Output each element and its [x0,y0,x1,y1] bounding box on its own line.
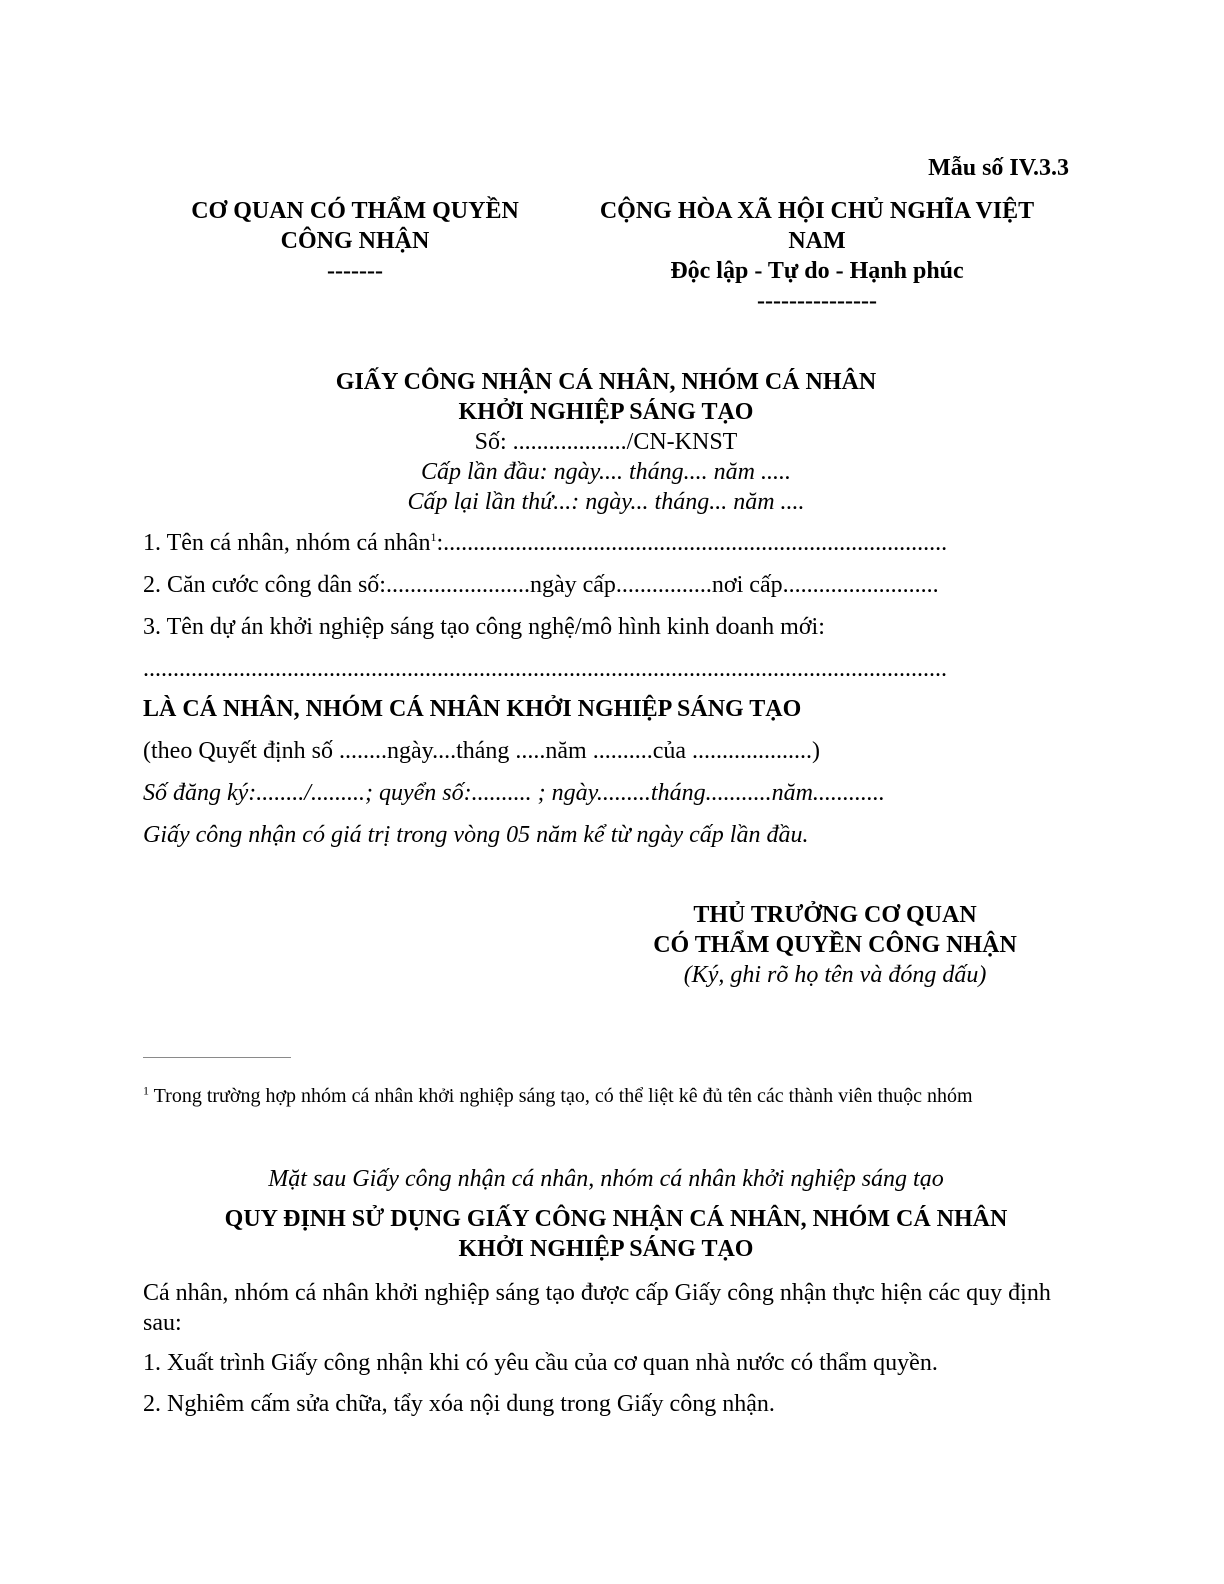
agency-dashes: ------- [327,258,383,284]
certificate-title-line-1: GIẤY CÔNG NHẬN CÁ NHÂN, NHÓM CÁ NHÂN [335,369,877,395]
form-code: Mẫu số IV.3.3 [928,155,1069,181]
republic-line-1: CỘNG HÒA XÃ HỘI CHỦ NGHĨA VIỆT [599,198,1035,224]
field-name-dots: :.................................................................................... [436,530,948,556]
national-header-block [572,196,1062,316]
registration-line: Số đăng ký:......../.........; quyển số:.......... ; ngày.........tháng...........năm............ [143,780,885,806]
motto: Độc lập - Tự do - Hạnh phúc [670,258,964,284]
certificate-title-line-2: KHỞI NGHIỆP SÁNG TẠO [458,399,754,425]
footnote-number: 1 [143,1083,149,1098]
back-caption: Mặt sau Giấy công nhận cá nhân, nhóm cá nhân khởi nghiệp sáng tạo [268,1166,944,1192]
agency-line-2: CÔNG NHẬN [280,228,430,254]
motto-dashes: --------------- [757,288,877,314]
field-name-label: 1. Tên cá nhân, nhóm cá nhân [143,530,431,556]
back-title-line-2: KHỞI NGHIỆP SÁNG TẠO [458,1236,754,1262]
decision-line: (theo Quyết định số ........ngày....tháng .....năm ..........của ....................) [143,738,821,764]
republic-line-2: NAM [788,228,846,254]
certificate-number: Số: .................../CN-KNST [474,429,738,455]
back-rule-1: 1. Xuất trình Giấy công nhận khi có yêu cầu của cơ quan nhà nước có thẩm quyền. [143,1350,938,1376]
back-title-line-1: QUY ĐỊNH SỬ DỤNG GIẤY CÔNG NHẬN CÁ NHÂN, NHÓM CÁ NHÂN [224,1206,1008,1232]
footnote-separator [143,1057,291,1058]
field-id-card: 2. Căn cước công dân số:........................ngày cấp................nơi cấp.......................... [143,572,939,598]
field-name [143,530,947,557]
back-rule-2: 2. Nghiêm cấm sửa chữa, tẩy xóa nội dung trong Giấy công nhận. [143,1391,775,1417]
agency-line-1: CƠ QUAN CÓ THẨM QUYỀN [191,198,519,224]
signature-note: (Ký, ghi rõ họ tên và đóng dấu) [683,962,987,988]
back-intro: Cá nhân, nhóm cá nhân khởi nghiệp sáng tạo được cấp Giấy công nhận thực hiện các quy định sau: [143,1280,1051,1336]
footnote [143,1085,973,1108]
recognition-heading: LÀ CÁ NHÂN, NHÓM CÁ NHÂN KHỞI NGHIỆP SÁNG TẠO [143,696,802,722]
signature-title-line-1: THỦ TRƯỞNG CƠ QUAN [693,902,977,928]
first-issue-date: Cấp lần đầu: ngày.... tháng.... năm ..... [421,459,791,485]
signature-title-line-2: CÓ THẨM QUYỀN CÔNG NHẬN [653,932,1017,958]
field-project-label: 3. Tên dự án khởi nghiệp sáng tạo công nghệ/mô hình kinh doanh mới: [143,614,825,640]
issuing-agency-block [160,196,550,286]
validity-line: Giấy công nhận có giá trị trong vòng 05 năm kể từ ngày cấp lần đầu. [143,822,809,848]
footnote-text: Trong trường hợp nhóm cá nhân khởi nghiệp sáng tạo, có thể liệt kê đủ tên các thành viên thuộc nhóm [149,1085,973,1107]
reissue-date: Cấp lại lần thứ...: ngày... tháng... năm .... [407,489,805,515]
footnote-ref: 1 [430,530,437,544]
field-project-dots: ...................................................................................................................................... [143,656,947,682]
